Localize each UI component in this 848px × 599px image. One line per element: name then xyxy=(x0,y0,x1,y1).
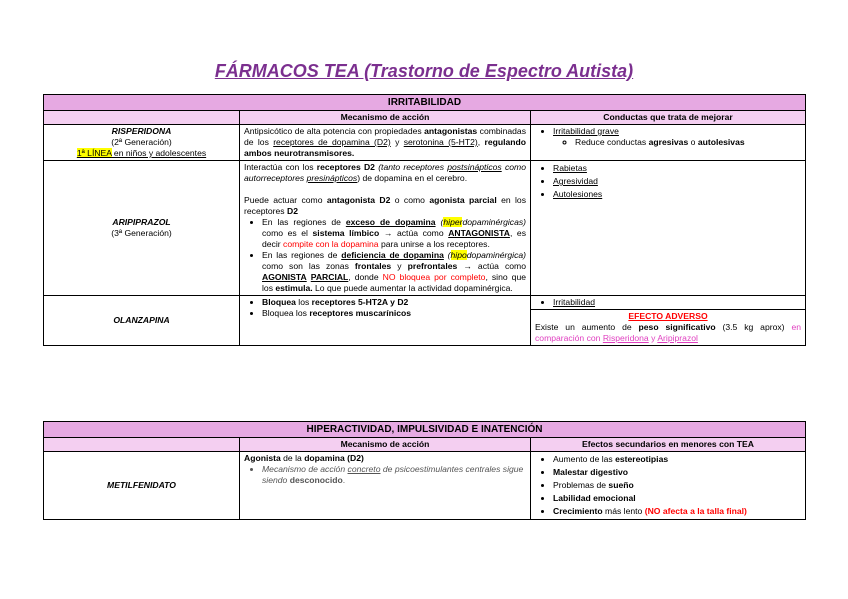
table-row xyxy=(44,296,806,346)
aripiprazol-paragraph-1 xyxy=(244,162,526,184)
text: , es decir xyxy=(262,228,526,249)
text: ( xyxy=(443,250,451,260)
text: (NO afecta a la talla final) xyxy=(644,506,747,516)
text: Antipsicótico de alta potencia con propiedades xyxy=(244,126,425,136)
text: para unirse a los receptores. xyxy=(378,239,490,249)
empty-header-cell xyxy=(44,111,240,125)
text: y xyxy=(390,137,404,147)
risperidona-mechanism xyxy=(240,125,531,161)
text: receptores D2 xyxy=(316,162,375,172)
text: receptores muscarínicos xyxy=(309,308,412,318)
table-row xyxy=(44,125,806,161)
text: o xyxy=(688,137,698,147)
text: postsinápticos xyxy=(447,162,502,172)
olanzapina-cell xyxy=(44,296,240,346)
text: frontales xyxy=(354,261,392,271)
text: sueño xyxy=(608,480,634,490)
text: Bloquea xyxy=(262,297,296,307)
list-item: • Agresividad xyxy=(553,175,801,188)
text: Bloquea los xyxy=(262,308,310,318)
hiperactividad-table xyxy=(43,421,806,520)
text: Aumento de las xyxy=(553,454,616,464)
text: como autorreceptores xyxy=(244,162,526,183)
aripiprazol-generation: (3ª Generación) xyxy=(111,228,172,238)
list-item xyxy=(262,250,526,294)
text: y xyxy=(391,261,408,271)
text: estimula. xyxy=(275,283,313,293)
list-item xyxy=(262,308,526,319)
aripiprazol-cell xyxy=(44,161,240,296)
aripiprazol-mechanism xyxy=(240,161,531,296)
risperidona-generation: (2ª Generación) xyxy=(111,137,172,147)
text: de la xyxy=(280,453,305,463)
list-item xyxy=(553,492,801,505)
text: en los receptores xyxy=(244,195,526,216)
text: en comparación con xyxy=(535,322,801,343)
text: ( xyxy=(435,217,444,227)
text: Problemas de xyxy=(553,480,609,490)
text: En las regiones de xyxy=(262,250,342,260)
text: Reduce conductas xyxy=(575,137,649,147)
irritabilidad-band: IRRITABILIDAD xyxy=(44,95,806,111)
text: dopamina (D2) xyxy=(304,453,364,463)
list-item xyxy=(553,466,801,479)
risperidona-cell xyxy=(44,125,240,161)
text: agonista parcial xyxy=(429,195,497,205)
adverse-effect-text xyxy=(535,322,801,344)
text: exceso de dopamina xyxy=(345,217,436,227)
text: (3.5 kg aprox) xyxy=(715,322,792,332)
text: D2 xyxy=(287,206,298,216)
text: desconocido xyxy=(289,475,343,485)
text: Lo que puede aumentar la actividad dopaminérgica. xyxy=(312,283,513,293)
text: NO bloquea por completo xyxy=(382,272,486,282)
text: dopaminérgica) xyxy=(466,250,527,260)
text: concreto xyxy=(347,464,381,474)
text: , xyxy=(477,137,485,147)
adverse-effect-title xyxy=(535,311,801,322)
list-item xyxy=(553,126,801,148)
metilfenidato-mechanism xyxy=(240,452,531,520)
aripiprazol-conducts xyxy=(531,161,806,296)
text: o como xyxy=(390,195,430,205)
text: Irritabilidad grave xyxy=(553,126,619,136)
olanzapina-name: OLANZAPINA xyxy=(113,315,170,325)
text: Aripiprazol xyxy=(657,333,698,343)
aripiprazol-paragraph-2 xyxy=(244,195,526,217)
page-title: FÁRMACOS TEA (Trastorno de Espectro Autista) xyxy=(214,61,634,81)
text: Crecimiento xyxy=(553,506,603,516)
text: peso significativo xyxy=(638,322,716,332)
olanzapina-mechanism xyxy=(240,296,531,346)
metilfenidato-name: METILFENIDATO xyxy=(107,480,176,490)
text: Malestar digestivo xyxy=(553,467,628,477)
list-item xyxy=(262,217,526,250)
text: deficiencia de dopamina xyxy=(341,250,444,260)
text: , donde xyxy=(348,272,383,282)
risperidona-conducts xyxy=(531,125,806,161)
text: → actúa como xyxy=(457,261,526,271)
text: de psicoestimulantes centrales sigue siendo xyxy=(262,464,524,485)
text: PARCIAL xyxy=(310,272,349,282)
text: compite con la dopamina xyxy=(283,239,379,249)
text: prefrontales xyxy=(407,261,458,271)
side-effects-header: Efectos secundarios en menores con TEA xyxy=(531,438,806,452)
list-item xyxy=(553,479,801,492)
text: Interactúa con los xyxy=(244,162,317,172)
text: , sino que los xyxy=(262,272,526,293)
text: ) de dopamina en el cerebro. xyxy=(357,173,468,183)
text: regulando ambos neurotransmisores. xyxy=(244,137,527,158)
risperidona-name: RISPERIDONA xyxy=(111,126,172,136)
list-item xyxy=(553,453,801,466)
text: dopaminérgicas) xyxy=(462,217,527,227)
irritabilidad-table xyxy=(43,94,806,346)
list-item: • Autolesiones xyxy=(553,188,801,201)
risperidona-line xyxy=(48,148,235,159)
empty-header-cell xyxy=(44,438,240,452)
olanzapina-conducts xyxy=(531,296,806,346)
text: como es el xyxy=(262,228,313,238)
first-line-text: en niños y adolescentes xyxy=(111,148,207,158)
list-item xyxy=(575,137,801,148)
text: los xyxy=(295,297,312,307)
conducts-header: Conductas que trata de mejorar xyxy=(531,111,806,125)
text: sistema límbico xyxy=(312,228,380,238)
list-item: • Rabietas xyxy=(553,162,801,175)
text: . xyxy=(342,475,346,485)
text: y xyxy=(648,333,658,343)
metilfenidato-agonist xyxy=(244,453,526,464)
text: Risperidona xyxy=(602,333,649,343)
text: antagonistas xyxy=(424,126,478,136)
list-item xyxy=(553,505,801,518)
table-row xyxy=(44,452,806,520)
text: Agonista xyxy=(244,453,281,463)
text: receptores de dopamina (D2) xyxy=(273,137,391,147)
text: presinápticos xyxy=(306,173,358,183)
text: más lento xyxy=(602,506,645,516)
text: AGONISTA xyxy=(262,272,307,282)
mechanism-header: Mecanismo de acción xyxy=(240,111,531,125)
hiperactividad-band: HIPERACTIVIDAD, IMPULSIVIDAD E INATENCIÓN xyxy=(44,422,806,438)
mechanism-header: Mecanismo de acción xyxy=(240,438,531,452)
aripiprazol-name: ARIPIPRAZOL xyxy=(112,217,171,227)
text: Existe un aumento de xyxy=(535,322,639,332)
text: receptores 5-HT2A y D2 xyxy=(311,297,409,307)
text: Labilidad emocional xyxy=(553,493,636,503)
text: agresivas xyxy=(648,137,689,147)
text: Mecanismo de acción xyxy=(262,464,348,474)
text: (tanto receptores xyxy=(374,162,448,172)
text: hiper xyxy=(443,217,463,227)
metilfenidato-effects xyxy=(531,452,806,520)
text: antagonista D2 xyxy=(326,195,391,205)
text: En las regiones de xyxy=(262,217,346,227)
text: como son las zonas xyxy=(262,261,355,271)
metilfenidato-cell xyxy=(44,452,240,520)
list-item: • Irritabilidad xyxy=(553,297,801,308)
list-item xyxy=(262,464,526,486)
first-line-highlight: 1ª LÍNEA xyxy=(76,148,112,158)
text: ANTAGONISTA xyxy=(448,228,510,238)
text: hipo xyxy=(450,250,467,260)
text: serotonina (5-HT2) xyxy=(403,137,478,147)
text: estereotipias xyxy=(615,454,669,464)
table-row xyxy=(44,161,806,296)
text: EFECTO ADVERSO xyxy=(628,311,708,321)
text: Puede actuar como xyxy=(244,195,327,205)
list-item xyxy=(262,297,526,308)
text: → actúa como xyxy=(379,228,449,238)
text: autolesivas xyxy=(697,137,745,147)
text: combinadas de los xyxy=(244,126,526,147)
